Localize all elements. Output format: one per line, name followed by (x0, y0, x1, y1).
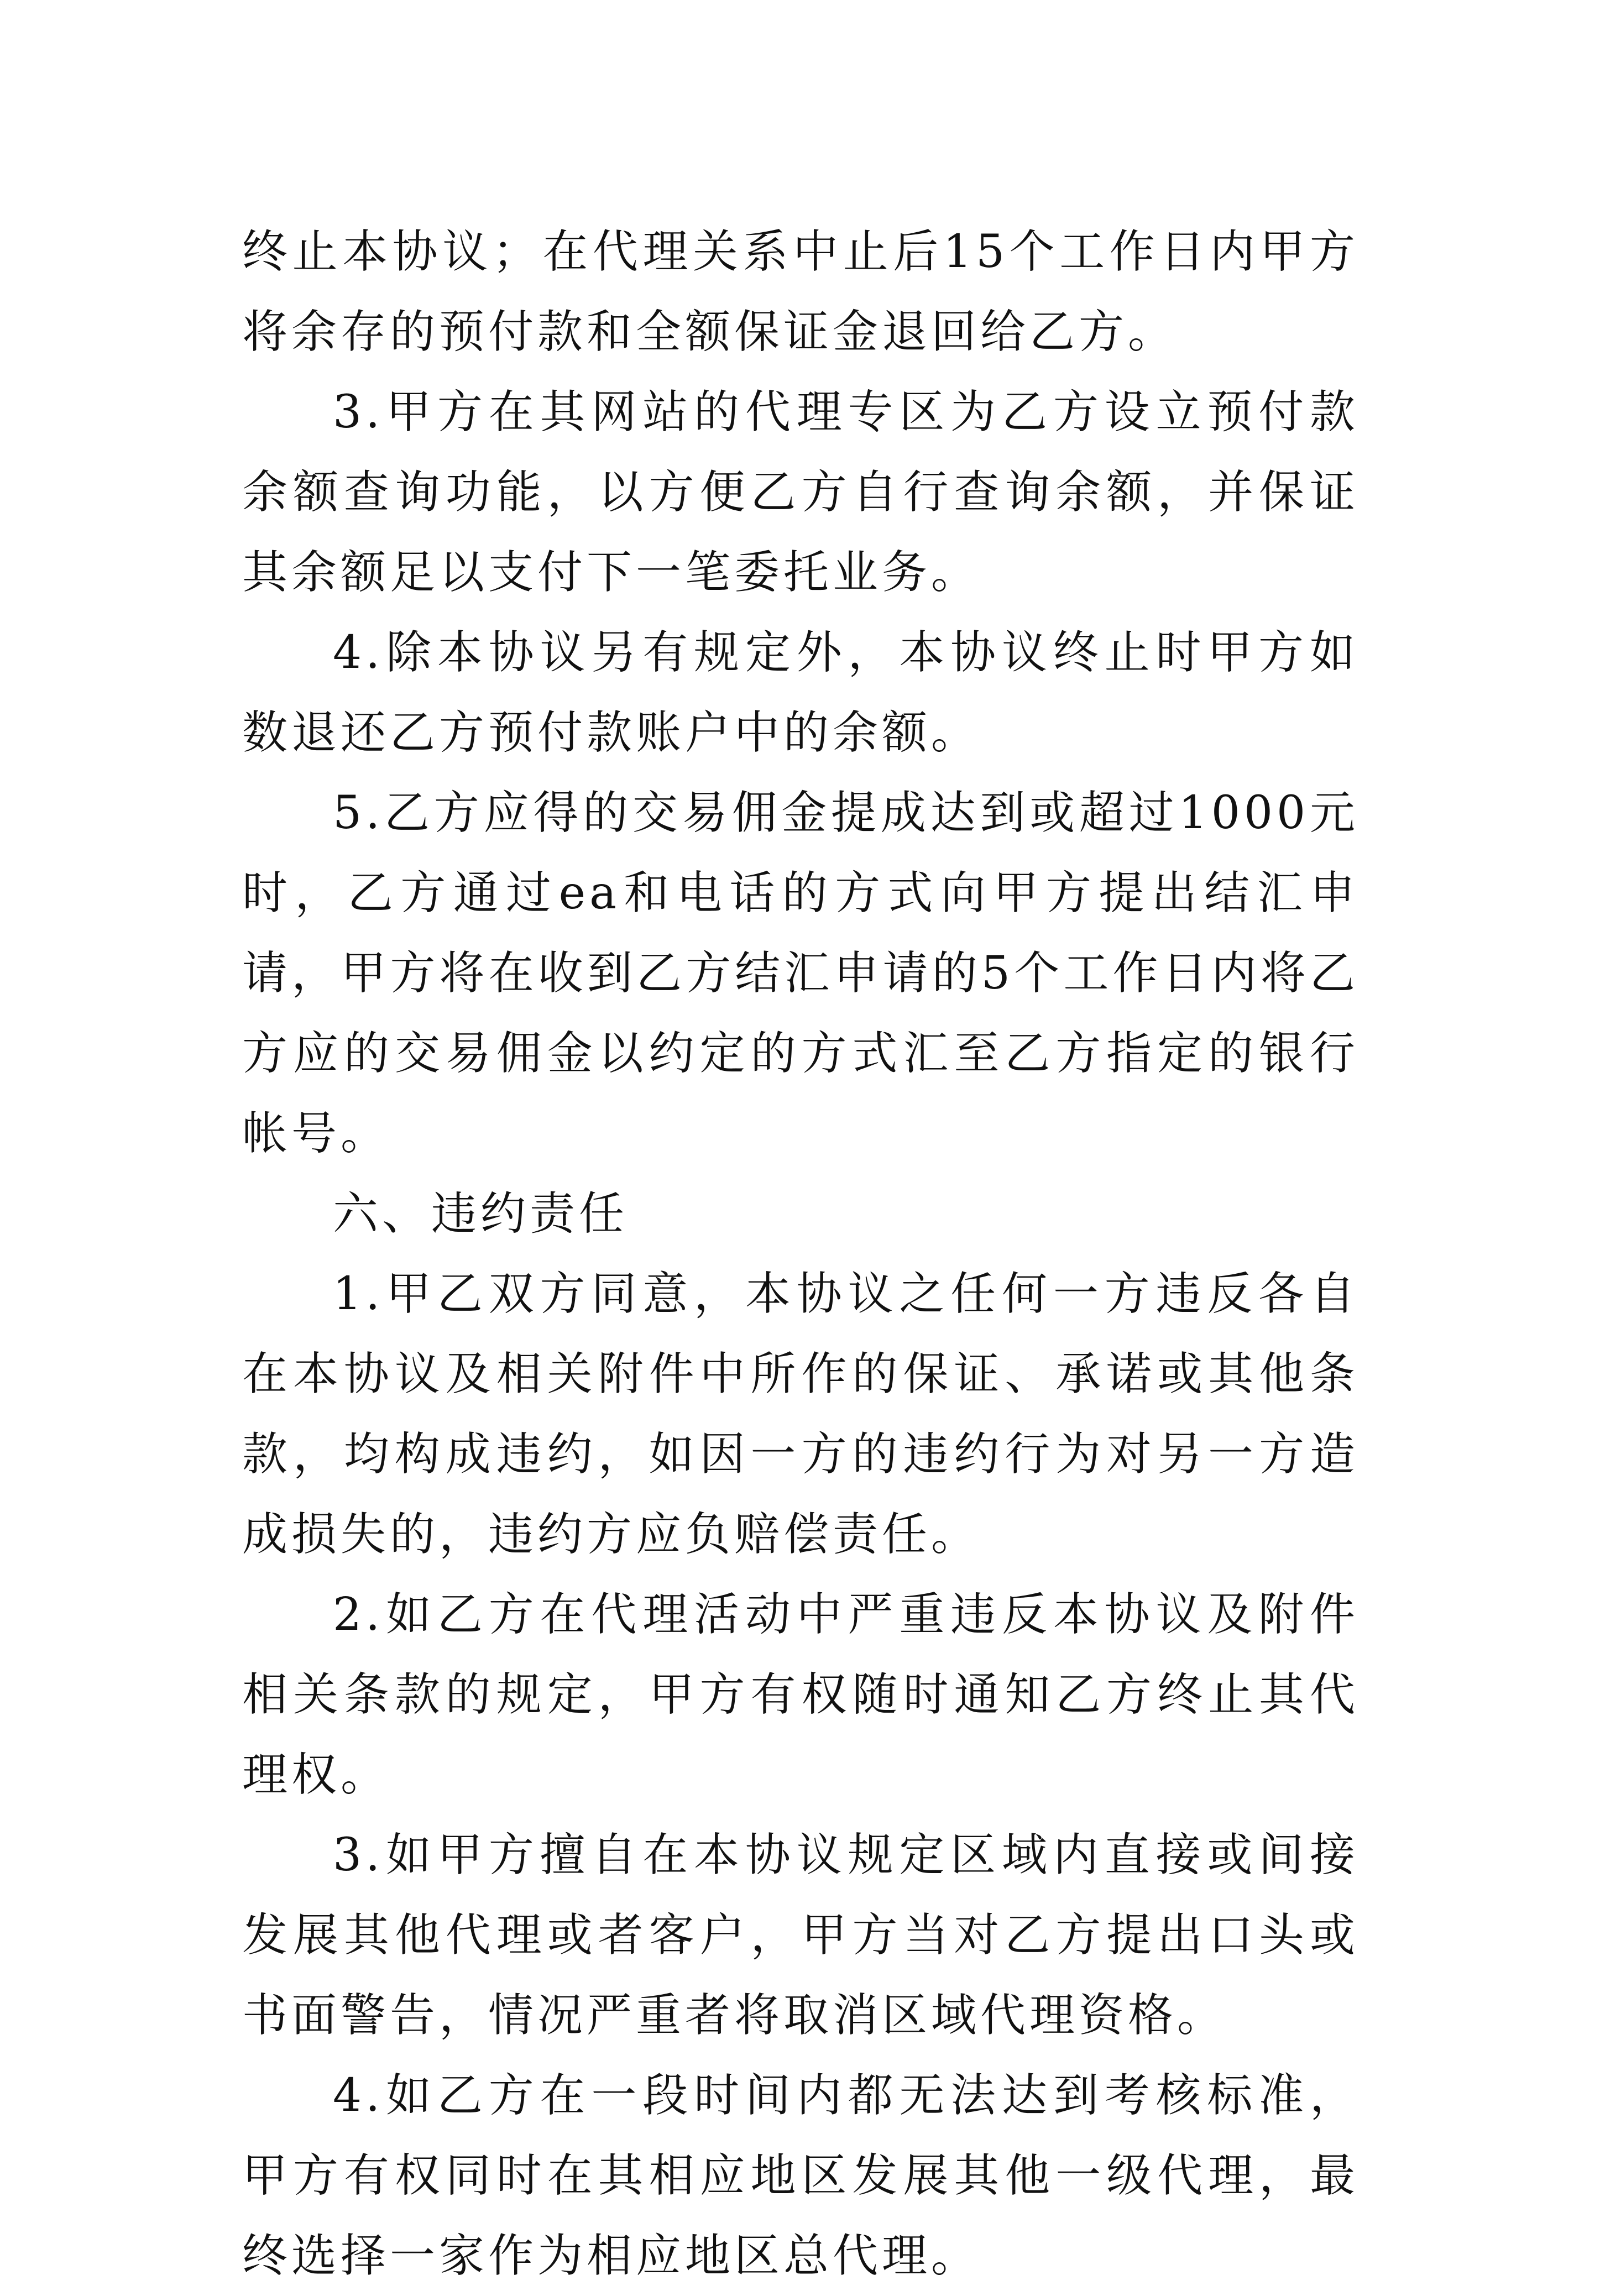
paragraph-clause-6-3: 3.如甲方擅自在本协议规定区域内直接或间接发展其他代理或者客户，甲方当对乙方提出口头或书面警告，情况严重者将取消区域代理资格。 (242, 1829, 1359, 2042)
paragraph-clause-6-4: 4.如乙方在一段时间内都无法达到考核标准，甲方有权同时在其相应地区发展其他一级代理，最终选择一家作为相应地区总代理。 (242, 2069, 1359, 2282)
paragraph-clause-5-3: 3.甲方在其网站的代理专区为乙方设立预付款余额查询功能，以方便乙方自行查询余额，并保证其余额足以支付下一笔委托业务。 (242, 386, 1359, 599)
paragraph-clause-6-2: 2.如乙方在代理活动中严重违反本协议及附件相关条款的规定，甲方有权随时通知乙方终止其代理权。 (242, 1588, 1359, 1801)
paragraph-continuation-termination: 终止本协议；在代理关系中止后15个工作日内甲方将余存的预付款和全额保证金退回给乙方。 (242, 226, 1359, 358)
section-heading-breach-liability: 六、违约责任 (333, 1188, 629, 1240)
paragraph-clause-5-4: 4.除本协议另有规定外，本协议终止时甲方如数退还乙方预付款账户中的余额。 (242, 626, 1359, 759)
paragraph-clause-5-5: 5.乙方应得的交易佣金提成达到或超过1000元时，乙方通过ea和电话的方式向甲方提出结汇申请，甲方将在收到乙方结汇申请的5个工作日内将乙方应的交易佣金以约定的方式汇至乙方指定的银行帐号。 (242, 787, 1359, 1160)
paragraph-clause-6-1: 1.甲乙双方同意，本协议之任何一方违反各自在本协议及相关附件中所作的保证、承诺或其他条款，均构成违约，如因一方的违约行为对另一方造成损失的，违约方应负赔偿责任。 (242, 1268, 1359, 1561)
document-body (242, 212, 1359, 2296)
